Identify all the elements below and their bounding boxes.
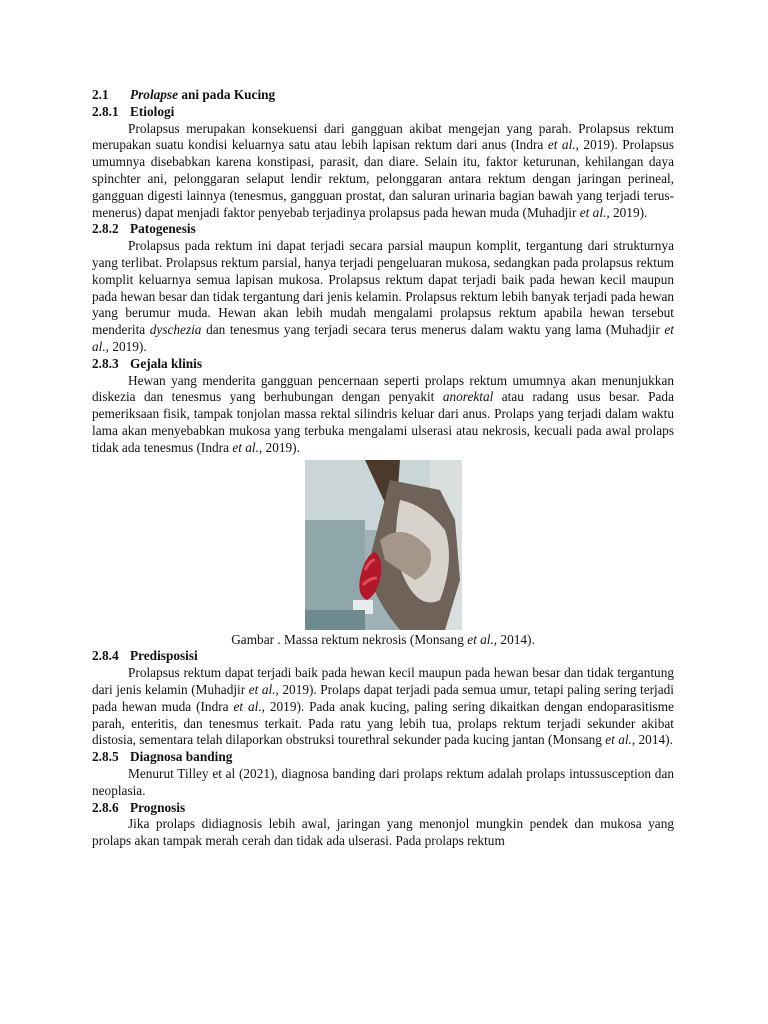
heading-title: Gejala klinis (130, 355, 203, 371)
heading-2-8-2 (92, 221, 674, 238)
heading-title: ani pada Kucing (178, 87, 276, 102)
heading-2-8-3 (92, 356, 674, 373)
paragraph-etiologi: Prolapsus merupakan konsekuensi dari gangguan akibat mengejan yang parah. Prolapsus rektum merupakan suatu kondisi keluarnya satu atau lebih lapisan rektum dari anus (Indra et al., 2019). Prolapsus umumnya disebabkan karena konstipasi, parasit, dan diare. Selain itu, faktor keturunan, kehilangan daya spinchter ani, pelonggaran selaput lendir rektum, pelonggaran antara rektum dengan jaringan perineal, gangguan digesti lainnya (tenesmus, gangguan prostat, dan saluran urinaria bagian bawah yang terjadi terus-menerus) dapat menjadi faktor penyebab terjadinya prolapsus pada hewan muda (Muhadjir et al., 2019). (92, 120, 674, 220)
heading-number: 2.8.5 (92, 749, 119, 765)
heading-2-8-6 (92, 800, 674, 817)
heading-title: Etiologi (130, 103, 175, 119)
document-page (92, 87, 674, 850)
paragraph-predisposisi: Prolapsus rektum dapat terjadi baik pada hewan kecil maupun pada hewan besar dan tidak tergantung dari jenis kelamin (Muhadjir et al., 2019). Prolaps dapat terjadi pada semua umur, tetapi paling sering terjadi pada hewan muda (Indra et al., 2019). Pada anak kucing, paling sering dikaitkan dengan endoparasitisme parah, enteritis, dan tenesmus terkait. Pada ratu yang lebih tua, prolaps rektum terjadi sekunder akibat distosia, sementara telah dilaporkan obstruksi tourethral sekunder pada kucing jantan (Monsang et al., 2014). (92, 665, 674, 748)
figure-caption: Gambar . Massa rektum nekrosis (Monsang et al., 2014). (231, 631, 535, 647)
figure (92, 460, 674, 630)
heading-italic: Prolapse (130, 87, 179, 102)
heading-title: Patogenesis (130, 221, 196, 237)
heading-title: Prognosis (130, 799, 186, 815)
heading-2-8-1 (92, 104, 674, 121)
heading-number: 2.8.6 (92, 799, 119, 815)
paragraph-diagnosa-banding: Menurut Tilley et al (2021), diagnosa banding dari prolaps rektum adalah prolaps intussusception dan neoplasia. (92, 765, 674, 798)
heading-number: 2.8.4 (92, 648, 119, 664)
heading-title: Diagnosa banding (130, 749, 233, 765)
paragraph-patogenesis: Prolapsus pada rektum ini dapat terjadi secara parsial maupun komplit, tergantung dari strukturnya yang terlibat. Prolapsus rektum parsial, hanya terjadi pengeluaran mukosa, sedangkan pada prolapsus rektum komplit keluarnya semua lapisan mukosa. Prolapsus rektum dapat terjadi baik pada hewan kecil maupun pada hewan besar dan tidak tergantung dari jenis kelamin. Prolapsus rektum lebih banyak terjadi pada hewan yang berumur muda. Hewan akan lebih mudah mengalami prolapsus rektum apabila hewan tersebut menderita dyschezia dan tenesmus yang terjadi secara terus menerus dalam waktu yang lama (Muhadjir et al., 2019). (92, 238, 674, 354)
heading-number: 2.8.2 (92, 221, 119, 237)
figure-image-rectal-mass (305, 460, 462, 630)
heading-2-8-5 (92, 749, 674, 766)
heading-number: 2.8.1 (92, 103, 119, 119)
heading-2-8-4 (92, 648, 674, 665)
paragraph-prognosis: Jika prolaps didiagnosis lebih awal, jaringan yang menonjol mungkin pendek dan mukosa yang prolaps akan tampak merah cerah dan tidak ada ulserasi. Pada prolaps rektum (92, 816, 674, 849)
heading-number: 2.8.3 (92, 355, 119, 371)
paragraph-gejala-klinis: Hewan yang menderita gangguan pencernaan seperti prolaps rektum umumnya akan menunjukkan diskezia dan tenesmus yang berhubungan dengan penyakit anorektal atau radang usus besar. Pada pemeriksaan fisik, tampak tonjolan massa rektal silindris keluar dari anus. Prolaps yang terjadi dalam waktu lama akan menyebabkan mukosa yang terbuka mengalami ulserasi atau nekrosis, kecuali pada awal prolaps tidak ada tenesmus (Indra et al., 2019). (92, 372, 674, 455)
heading-title: Predisposisi (130, 648, 198, 664)
heading-number: 2.1 (92, 87, 109, 102)
heading-2-1 (92, 87, 674, 104)
